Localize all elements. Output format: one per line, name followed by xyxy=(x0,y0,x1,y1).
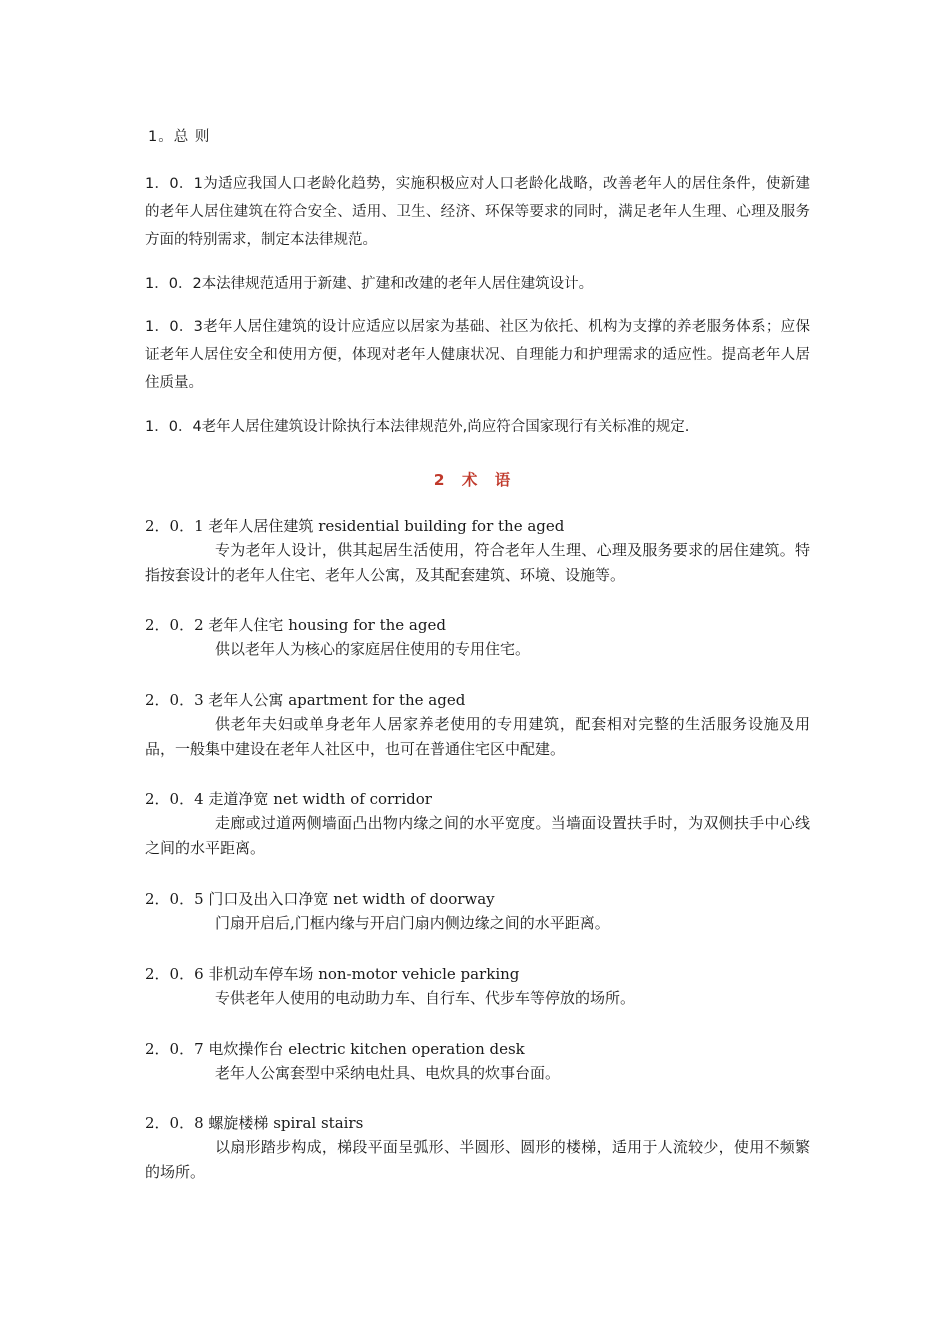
clause-text: 老年人居住建筑的设计应适应以居家为基础、社区为依托、机构为支撑的养老服务体系；应保证老年人居住安全和使用方便，体现对老年人健康状况、自理能力和护理需求的适应性。提高老年人居住质量。 xyxy=(145,319,810,391)
term-definition: 老年人公寓套型中采纳电灶具、电炊具的炊事台面。 xyxy=(215,1064,561,1082)
term-name: 老年人住宅 housing for the aged xyxy=(208,616,446,634)
term-name: 老年人公寓 apartment for the aged xyxy=(208,691,466,709)
clause-text: 老年人居住建筑设计除执行本法律规范外,尚应符合国家现行有关标准的规定. xyxy=(201,419,690,435)
term-2-0-6 xyxy=(145,962,810,1011)
term-definition: 专供老年人使用的电动助力车、自行车、代步车等停放的场所。 xyxy=(215,989,636,1007)
term-name: 走道净宽 net width of corridor xyxy=(208,790,432,808)
section-2-title: 2 术 语 xyxy=(433,471,517,489)
term-name: 非机动车停车场 non-motor vehicle parking xyxy=(208,965,520,983)
clause-text: 为适应我国人口老龄化趋势，实施积极应对人口老龄化战略，改善老年人的居住条件，使新建的老年人居住建筑在符合安全、适用、卫生、经济、环保等要求的同时，满足老年人生理、心理及服务方面的特别需求，制定本法律规范。 xyxy=(145,176,810,248)
clause-1-0-2 xyxy=(145,270,810,298)
section-1-title: 1。总 则 xyxy=(148,129,211,145)
clause-number: 1．0．2 xyxy=(145,276,202,292)
term-2-0-8 xyxy=(145,1111,810,1185)
term-2-0-4 xyxy=(145,787,810,861)
term-number: 2．0．1 xyxy=(145,517,204,535)
term-definition: 专为老年人设计，供其起居生活使用，符合老年人生理、心理及服务要求的居住建筑。特指按套设计的老年人住宅、老年人公寓，及其配套建筑、环境、设施等。 xyxy=(145,541,810,584)
term-name: 老年人居住建筑 residential building for the aged xyxy=(208,517,565,535)
term-2-0-1 xyxy=(145,514,810,588)
clause-1-0-4 xyxy=(145,413,810,441)
term-2-0-5 xyxy=(145,887,810,936)
term-number: 2．0．8 xyxy=(145,1114,204,1132)
term-definition: 供以老年人为核心的家庭居住使用的专用住宅。 xyxy=(215,640,531,658)
clause-1-0-3 xyxy=(145,313,810,397)
clause-text: 本法律规范适用于新建、扩建和改建的老年人居住建筑设计。 xyxy=(201,276,594,292)
term-number: 2．0．3 xyxy=(145,691,204,709)
clause-number: 1．0．3 xyxy=(145,319,203,335)
term-definition: 走廊或过道两侧墙面凸出物内缘之间的水平宽度。当墙面设置扶手时，为双侧扶手中心线之间的水平距离。 xyxy=(145,814,810,857)
term-2-0-3 xyxy=(145,688,810,762)
term-definition: 供老年夫妇或单身老年人居家养老使用的专用建筑，配套相对完整的生活服务设施及用品，一般集中建设在老年人社区中，也可在普通住宅区中配建。 xyxy=(145,715,810,758)
term-2-0-7 xyxy=(145,1037,810,1086)
term-2-0-2 xyxy=(145,613,810,662)
term-number: 2．0．4 xyxy=(145,790,204,808)
term-name: 电炊操作台 electric kitchen operation desk xyxy=(208,1040,525,1058)
term-number: 2．0．5 xyxy=(145,890,204,908)
term-name: 门口及出入口净宽 net width of doorway xyxy=(208,890,495,908)
term-definition: 以扇形踏步构成，梯段平面呈弧形、半圆形、圆形的楼梯，适用于人流较少，使用不频繁的场所。 xyxy=(145,1138,810,1181)
term-number: 2．0．2 xyxy=(145,616,204,634)
clause-number: 1．0．4 xyxy=(145,419,202,435)
term-number: 2．0．7 xyxy=(145,1040,204,1058)
term-number: 2．0．6 xyxy=(145,965,204,983)
term-definition: 门扇开启后,门框内缘与开启门扇内侧边缘之间的水平距离。 xyxy=(215,914,610,932)
clause-number: 1．0．1 xyxy=(145,176,203,192)
term-name: 螺旋楼梯 spiral stairs xyxy=(208,1114,364,1132)
clause-1-0-1 xyxy=(145,170,810,254)
